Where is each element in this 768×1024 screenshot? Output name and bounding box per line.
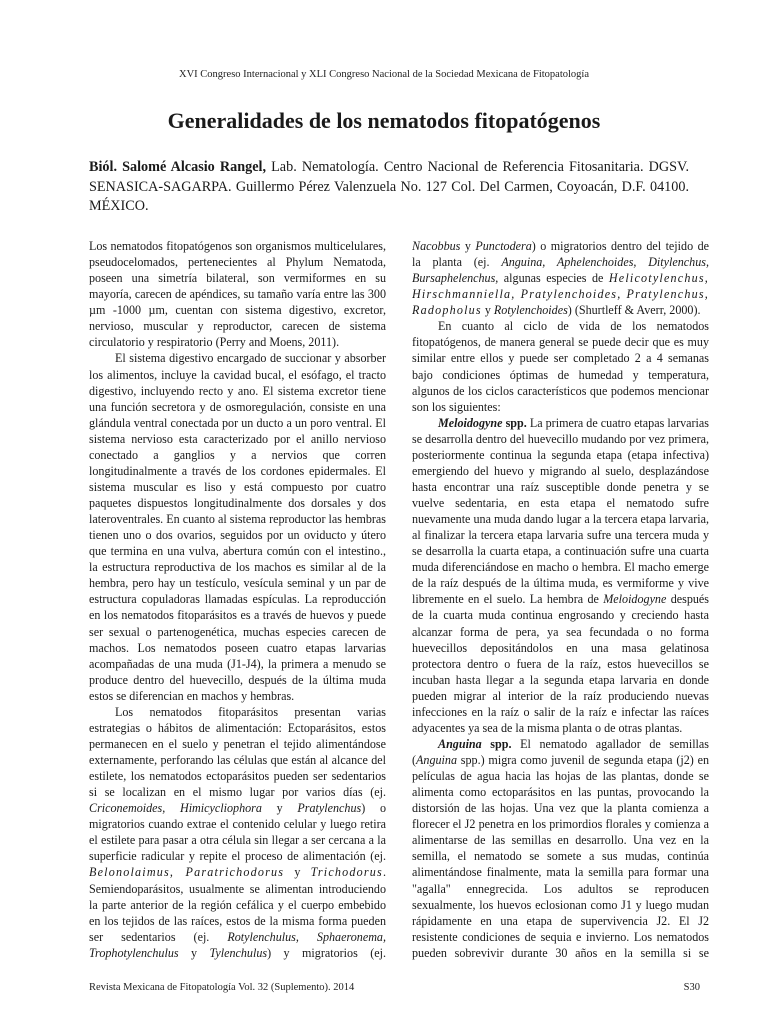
taxon-italic: Punctodera bbox=[475, 239, 532, 253]
taxon-italic: Criconemoides, Himicycliophora bbox=[89, 801, 262, 816]
article-title: Generalidades de los nematodos fitopatógenos bbox=[167, 108, 601, 133]
right-column bbox=[412, 238, 709, 963]
taxon-italic bbox=[89, 962, 376, 963]
taxon-italic: Tylenchulus bbox=[209, 945, 268, 960]
author-affiliation bbox=[89, 158, 689, 217]
taxon-italic: Helicotylenchus, Hirschmanniella, Pratylenchoides, Pratylenchus, Radopholus bbox=[412, 271, 709, 318]
taxon-italic: Trichodorus bbox=[310, 865, 383, 880]
affiliation-text: Lab. Nematología. Centro Nacional de Referencia Fitosanitaria. DGSV. SENASICA-SAGARPA. Guillermo Pérez Valenzuela No. 127 Col. Del Carmen, Coyoacán, D.F. 04100. MÉXICO. bbox=[89, 159, 689, 214]
taxon-italic: Belonolaimus, Paratrichodorus bbox=[89, 865, 285, 880]
footer-journal: Revista Mexicana de Fitopatología Vol. 32 (Suplemento). 2014 bbox=[89, 982, 355, 993]
taxon-italic: Nacobbus bbox=[412, 239, 461, 253]
taxon-heading: Anguina bbox=[438, 736, 482, 751]
paragraph-feeding-habits: Los nematodos fitoparásitos presentan varias estrategias o hábitos de alimentación: Ectoparásitos, estos permanecen en el suelo y penetran el tejido alimentándose externamente, perforando las células que están al alcance del estilete, los nematodos ectoparásitos pueden ser sedentarios si se localizan en el mismo lugar por varios días (ej. Criconemoides, Himicycliophora y Pratylenchus) o migratorios cuando extrae el contenido celular y luego retira el estilete para pasar a otra célula sin llegar a ser cercana a la superficie radicular y repite el proceso de alimentación (ej. Belonolaimus, Paratrichodorus y Trichodorus. Semiendoparásitos, usualmente se alimentan introduciendo la parte anterior de la región cefálica y el cuerpo embebido en los tejidos de las raíces, estos de la misma forma pueden ser sedentarios (ej. Rotylenchulus, Sphaeronema, Trophotylenchulus y Tylenchulus) y migratorios (ej. bbox=[89, 704, 386, 963]
taxon-italic: Meloidogyne bbox=[603, 592, 667, 607]
paragraph-anguina: Anguina spp. El nematodo agallador de semillas (Anguina spp.) migra como juvenil de segunda etapa (j2) en películas de agua hacia las hojas de las plantas, donde se alimenta como ectoparásitos en las puntas, provocando la distorsión de las hojas. Una vez que la planta comienza a florecer el J2 penetra en los primordios florales y comienza a alimentarse de las semillas en desarrollo. Una vez en la semilla, el nematodo se somete a sus mudas, continúa alimentándose finalmente, mata la semilla para formar una "agalla" ennegrecida. Los adultos se reproducen sexualmente, los huevos eclosionan como J1 y luego mudan rápidamente en una etapa de supervivencia J2. El J2 resistente condiciones de sequia e invierno. Los nematodos pueden sobrevivir durante 30 años en la semilla si se bbox=[412, 736, 709, 960]
taxon-heading: Meloidogyne bbox=[438, 415, 503, 430]
paragraph-life-cycle: En cuanto al ciclo de vida de los nematodos fitopatógenos, de manera general se puede decir que es muy similar entre ellos y puede ser completado 2 a 4 semanas bajo condiciones óptimas de humedad y temperatura, algunos de los ciclos característicos que podemos mencionar son los siguientes: bbox=[412, 319, 709, 414]
taxon-italic: Anguina bbox=[416, 753, 458, 767]
taxon-italic: Rotylenchoides bbox=[493, 303, 568, 318]
paragraph-intro: Los nematodos fitopatógenos son organismos multicelulares, pseudocelomados, pertenecientes al Phylum Nematoda, poseen una simetría bilateral, son vermiformes en su mayoría, carecen de apéndices, su tamaño varía entre las 300 µm -1000 µm, cuentan con sistema digestivo, excretor, nervioso, muscular y reproductor, carecen de sistema circulatorio y respiratorio (Perry and Moens, 2011). bbox=[89, 239, 386, 350]
taxon-italic: Pratylenchus bbox=[297, 801, 362, 816]
taxon-italic: Anguina, Aphelenchoides, Ditylenchus, Bursaphelenchus, bbox=[412, 255, 709, 286]
paragraph-continuation: Nacobbus y Punctodera) o migratorios dentro del tejido de la planta (ej. Anguina, Aphelenchoides, Ditylenchus, Bursaphelenchus, algunas especies de Helicotylenchus, Hirschmanniella, Pratylenchoides, Pratylenchus, Radopholus y Rotylenchoides) (Shurtleff & Averr, 2000). bbox=[412, 239, 709, 318]
paragraph-systems: El sistema digestivo encargado de succionar y absorber los alimentos, incluye la cavidad bucal, el esófago, el tracto digestivo, incluyendo recto y ano. El sistema excretor tiene una función secretora y de osmoregulación, consiste en una glándula ventral conectada por un ducto a un poro ventral. El sistema nervioso esta caracterizado por el anillo nervioso conectado a ganglios y a nervios que corren longitudinalmente a través de los cordones epidermales. El sistema muscular es liso y está compuesto por cuatro paquetes dispuestos longitudinalmente dos dorsales y dos lateroventrales. En cuanto al sistema reproductor las hembras tienen uno o dos ovarios, seguidos por un oviducto y útero que termina en una vulva, abertura común con el intestino., la estructura reproductiva de los machos es similar al de la hembra, pero hay un testículo, vesícula seminal y un par de estructura copuladoras llamadas espículas. La reproducción en los nematodos fitoparásitos es a través de huevos y puede ser sexual o partenogenética, muchas especies carecen de machos. Los nematodos poseen cuatro etapas larvarias acompañadas de una muda (J1-J4), la primera a menudo se produce dentro del huevecillo, después de la última muda estos se diferencian en machos y hembras. bbox=[89, 351, 386, 703]
running-header: XVI Congreso Internacional y XLI Congreso Nacional de la Sociedad Mexicana de Fitopatología bbox=[179, 69, 589, 80]
paragraph-meloidogyne: Meloidogyne spp. La primera de cuatro etapas larvarias se desarrolla dentro del huevecillo mudando por vez primera, posteriormente continua la segunda etapa (etapa infectiva) emergiendo del huevo y migrando al suelo, desplazándose hasta encontrar una raíz susceptible donde penetra y se vuelve sedentaria, en esta etapa el nematodo sufre nuevamente una muda dando lugar a la tercera etapa larvaria, al finalizar la tercera etapa larvaria sufre una tercera muda y se desarrolla la cuarta etapa, a continuación sufre una cuarta muda diferenciándose en macho o hembra. El macho emerge de la raíz después de la última muda, es vermiforme y vive libremente en el suelo. La hembra de Meloidogyne después de la cuarta muda continua engrosando y creciendo hasta alcanzar forma de pera, ya sea fecundada o no forma huevecillos depositándolos en una masa gelatinosa protectora dentro o fuera de la raíz, estos huevecillos se incuban hasta llegar a la segunda etapa larvaria en donde pueden migrar al interior de la raíz produciendo nuevas infecciones en la raíz o salir de la raíz e infectar las raíces adyacentes ya sea de la misma planta o de otras plantas. bbox=[412, 415, 709, 735]
author-name: Biól. Salomé Alcasio Rangel, bbox=[89, 159, 266, 175]
taxon-italic: Rotylenchulus, Sphaeronema, Trophotylenchulus bbox=[89, 929, 386, 960]
left-column bbox=[89, 238, 386, 963]
footer-page-number: S30 bbox=[683, 982, 700, 993]
